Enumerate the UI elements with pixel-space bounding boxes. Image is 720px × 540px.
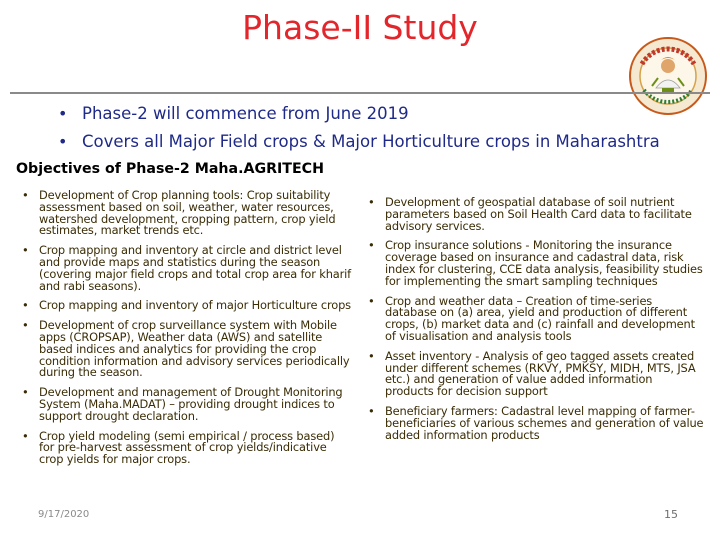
objective-item: • Crop mapping and inventory at circle and district level and provide maps and statistics during the season (covering major field crops and total crop area for kharif and rabi seasons). [22,245,352,292]
page-number: 15 [664,508,678,521]
title-divider [10,92,710,94]
objective-item: • Crop and weather data – Creation of time-series database on (a) area, yield and production of different crops, (b) market data and (c) rainfall and development of visualisation and analysis tools [368,296,704,343]
intro-bullet-list [56,100,706,156]
slide-title: Phase-II Study [242,8,478,47]
objectives-heading: Objectives of Phase-2 Maha.AGRITECH [16,161,324,177]
objective-item: • Development of crop surveillance system with Mobile apps (CROPSAP), Weather data (AWS) and satellite based indices and analytics for providing the crop condition information and advisory services periodically during the season. [22,320,352,379]
intro-bullet: • Covers all Major Field crops & Major Horticulture crops in Maharashtra [56,128,706,156]
objective-item: • Development of Crop planning tools: Crop suitability assessment based on soil, weather, water resources, watershed development, cropping pattern, crop yield estimates, market trends etc. [22,190,352,237]
objectives-right-list [368,197,704,449]
objective-item: • Crop insurance solutions - Monitoring the insurance coverage based on insurance and cadastral data, risk index for clustering, CCE data analysis, feasibility studies for implementing the smart sampling techniques [368,240,704,287]
objective-item: • Beneficiary farmers: Cadastral level mapping of farmer-beneficiaries of various schemes and generation of value added information products [368,406,704,441]
objective-item: • Asset inventory - Analysis of geo tagged assets created under different schemes (RKVY, PMKSY, MIDH, MTS, JSA etc.) and generation of value added information products for decision support [368,351,704,398]
objective-item: • Development of geospatial database of soil nutrient parameters based on Soil Health Card data to facilitate advisory services. [368,197,704,232]
objective-item: • Development and management of Drought Monitoring System (Maha.MADAT) – providing drought indices to support drought declaration. [22,387,352,422]
slide-date: 9/17/2020 [38,509,90,520]
objectives-left-list [22,190,352,474]
objective-item: • Crop yield modeling (semi empirical / process based) for pre-harvest assessment of crop yields/indicative crop yields for major crops. [22,431,352,466]
objective-item: • Crop mapping and inventory of major Horticulture crops [22,300,352,312]
intro-bullet: • Phase-2 will commence from June 2019 [56,100,706,128]
